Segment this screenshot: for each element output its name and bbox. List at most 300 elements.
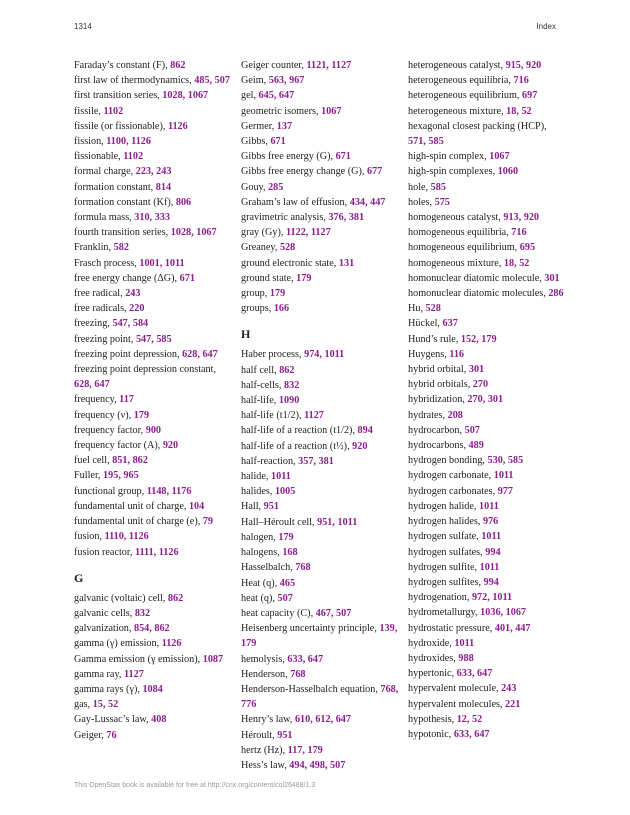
index-entry: [241, 195, 399, 210]
index-entry: [74, 484, 232, 499]
index-entry: [241, 469, 399, 484]
index-term: hydrocarbons,: [408, 440, 466, 452]
page-reference-link[interactable]: 585: [430, 181, 446, 193]
page-reference-link[interactable]: 1067: [321, 105, 342, 117]
page-reference-link[interactable]: 465: [279, 577, 296, 589]
index-entry: [408, 119, 566, 149]
index-entry: [408, 164, 566, 179]
page-reference-link[interactable]: 851, 862: [112, 455, 148, 467]
index-term: halide,: [241, 471, 269, 483]
index-term: homogeneous equilibria,: [408, 227, 509, 239]
page-reference-link[interactable]: 1111, 1126: [134, 546, 179, 558]
index-entry: [408, 590, 566, 605]
page-reference-link[interactable]: 977: [497, 485, 513, 497]
page-reference-link[interactable]: 195, 965: [103, 470, 139, 482]
page-reference-link[interactable]: 12, 52: [456, 713, 483, 725]
page-reference-link[interactable]: 166: [273, 303, 290, 315]
page-reference-link[interactable]: 832: [284, 379, 300, 391]
index-term: half-life of a reaction (t½),: [241, 440, 350, 452]
page-reference-link[interactable]: 1005: [274, 486, 296, 498]
page-reference-link[interactable]: 575: [434, 196, 450, 208]
index-term: Haber process,: [241, 349, 302, 361]
index-term: hydrogen sulfites,: [408, 576, 481, 588]
index-entry: [74, 438, 232, 453]
page-reference-link[interactable]: 1011: [479, 561, 500, 573]
section-heading: H: [241, 327, 251, 342]
page-reference-link[interactable]: 1102: [103, 105, 124, 117]
index-entry: [74, 301, 232, 316]
index-term: gamma ray,: [74, 668, 122, 680]
index-term: fusion,: [74, 531, 103, 543]
index-entry: [74, 667, 232, 682]
index-term: free energy change (ΔG),: [74, 272, 178, 284]
index-term: gas,: [74, 699, 91, 711]
page-reference-link[interactable]: 528: [425, 303, 441, 315]
index-term: Huygens,: [408, 348, 447, 360]
index-entry: [241, 621, 399, 651]
index-entry: [241, 210, 399, 225]
index-term: Frasch process,: [74, 257, 137, 269]
index-entry: [241, 591, 399, 606]
index-term: Gay-Lussac’s law,: [74, 714, 149, 726]
page-reference-link[interactable]: 974, 1011: [304, 349, 345, 361]
page-reference-link[interactable]: 994: [485, 546, 501, 558]
index-entry: [74, 316, 232, 331]
index-term: hydrogen carbonates,: [408, 485, 496, 497]
index-entry: [241, 712, 399, 727]
index-term: functional group,: [74, 485, 145, 497]
index-term: Gibbs free energy change (G),: [241, 166, 365, 178]
page-reference-link[interactable]: 768: [295, 562, 311, 574]
page-reference-link[interactable]: 223, 243: [135, 166, 172, 178]
index-term: fissionable,: [74, 151, 121, 163]
index-term: hydroxide,: [408, 637, 452, 649]
index-term: galvanic cells,: [74, 607, 133, 619]
index-term: freezing point depression constant,: [74, 364, 217, 376]
index-term: formation constant,: [74, 181, 154, 193]
section-heading: G: [74, 570, 84, 585]
index-entry: [74, 119, 232, 134]
page-reference-link[interactable]: 976: [482, 516, 499, 528]
index-entry: [241, 363, 399, 378]
page-reference-link[interactable]: 104: [188, 500, 205, 512]
index-entry: [241, 484, 399, 499]
index-entry: [241, 286, 399, 301]
page-reference-link[interactable]: 633, 647: [287, 653, 324, 665]
page-reference-link[interactable]: 485, 507: [194, 75, 230, 87]
page-reference-link[interactable]: 1126: [161, 638, 182, 650]
index-term: hydrogen halide,: [408, 500, 477, 512]
index-term: half-cells,: [241, 379, 282, 391]
index-term: formation constant (Kf),: [74, 196, 174, 208]
index-term: hypotonic,: [408, 728, 452, 740]
index-entry: [241, 119, 399, 134]
index-term: first transition series,: [74, 90, 160, 102]
page-reference-link[interactable]: 994: [483, 576, 499, 588]
index-entry: [408, 73, 566, 88]
page-reference-link[interactable]: 270: [472, 379, 489, 391]
index-entry: [241, 256, 399, 271]
index-term: Gamma emission (γ emission),: [74, 653, 201, 665]
page-reference-link[interactable]: 408: [151, 714, 167, 726]
page-reference-link[interactable]: 179: [278, 531, 294, 543]
index-entry: [74, 652, 232, 667]
footer-note: This OpenStax book is available for free at http://cnx.org/content/col26488/1.3: [74, 782, 316, 789]
index-entry: [74, 697, 232, 712]
index-entry: [241, 225, 399, 240]
index-term: Fuller,: [74, 470, 101, 482]
page-reference-link[interactable]: 915, 920: [505, 60, 542, 71]
index-entry: [408, 256, 566, 271]
page-reference-link[interactable]: 286: [548, 288, 564, 300]
index-column-1: [74, 58, 232, 743]
page-reference-link[interactable]: 1122, 1127: [285, 227, 331, 239]
page-reference-link[interactable]: 1126: [167, 120, 188, 132]
index-entry: [408, 180, 566, 195]
page-reference-link[interactable]: 137: [276, 120, 293, 132]
page-reference-link[interactable]: 610, 612, 647: [294, 714, 351, 726]
page-reference-link[interactable]: 768: [290, 668, 306, 680]
index-entry: [241, 393, 399, 408]
index-term: halides,: [241, 486, 273, 498]
index-entry: [74, 271, 232, 286]
page-reference-link[interactable]: 972, 1011: [471, 592, 513, 604]
index-column-3: [408, 58, 566, 742]
page-reference-link[interactable]: 716: [513, 75, 529, 87]
index-entry: [74, 210, 232, 225]
page-reference-link[interactable]: 301: [468, 364, 485, 376]
page-reference-link[interactable]: 79: [202, 516, 213, 528]
index-entry: [408, 453, 566, 468]
index-entry: [74, 88, 232, 103]
index-term: Germer,: [241, 120, 275, 132]
page-reference-link[interactable]: 547, 584: [112, 318, 149, 330]
index-entry: [241, 347, 399, 362]
page-reference-link[interactable]: 951: [277, 729, 293, 741]
index-entry: [74, 392, 232, 407]
page-reference-link[interactable]: 814: [155, 181, 172, 193]
index-term: halogen,: [241, 531, 276, 543]
page-reference-link[interactable]: 894: [357, 425, 373, 437]
index-term: half-life (t1/2),: [241, 410, 302, 422]
index-entry: [241, 408, 399, 423]
page-reference-link[interactable]: 76: [106, 729, 117, 741]
page-reference-link[interactable]: 18, 52: [503, 257, 530, 269]
index-term: gamma (γ) emission,: [74, 638, 160, 650]
page-reference-link[interactable]: 671: [335, 151, 351, 163]
index-term: Hasselbalch,: [241, 562, 293, 574]
index-entry: [241, 423, 399, 438]
index-entry: [241, 73, 399, 88]
index-term: fissile,: [74, 105, 101, 117]
index-term: hypertonic,: [408, 668, 455, 680]
page-reference-link[interactable]: 243: [501, 683, 517, 695]
index-term: homogeneous catalyst,: [408, 212, 501, 224]
index-entry: [241, 439, 399, 454]
page-reference-link[interactable]: 563, 967: [268, 75, 305, 87]
page-reference-link[interactable]: 1087: [202, 653, 224, 665]
page-reference-link[interactable]: 862: [167, 592, 184, 604]
index-term: gamma rays (γ),: [74, 683, 140, 695]
index-entry: [408, 697, 566, 712]
page-reference-link[interactable]: 988: [458, 652, 474, 664]
index-entry: [408, 332, 566, 347]
page-reference-link[interactable]: 168: [282, 547, 298, 559]
index-term: hydrocarbon,: [408, 424, 463, 436]
page-reference-link[interactable]: 1011: [454, 637, 475, 649]
index-entry: [74, 347, 232, 362]
index-term: hydrogen sulfate,: [408, 531, 479, 543]
page-reference-link[interactable]: 633, 647: [456, 668, 493, 680]
index-entry: [408, 210, 566, 225]
index-entry: [408, 286, 566, 301]
page-reference-link[interactable]: 152, 179: [460, 333, 497, 345]
index-term: first law of thermodynamics,: [74, 75, 192, 87]
index-entry: [408, 195, 566, 210]
page-reference-link[interactable]: 1090: [278, 395, 300, 407]
index-term: frequency (ν),: [74, 409, 132, 421]
index-entry: [408, 605, 566, 620]
page-reference-link[interactable]: 117: [119, 394, 134, 406]
index-term: holes,: [408, 196, 433, 208]
index-term: freezing,: [74, 318, 110, 330]
index-term: frequency,: [74, 394, 117, 406]
page-reference-link[interactable]: 117, 179: [287, 744, 323, 756]
page-reference-link[interactable]: 1011: [479, 500, 499, 512]
index-entry: [408, 621, 566, 636]
index-term: freezing point,: [74, 333, 134, 345]
page-reference-link[interactable]: 179: [269, 288, 286, 300]
index-entry: [408, 727, 566, 742]
page-reference-link[interactable]: 131: [338, 257, 355, 269]
page-reference-link[interactable]: 633, 647: [453, 728, 490, 740]
page-reference-link[interactable]: 1102: [123, 151, 144, 163]
page-reference-link[interactable]: 530, 585: [487, 455, 524, 467]
index-term: heterogeneous mixture,: [408, 105, 504, 117]
index-term: hydroxides,: [408, 652, 456, 664]
index-term: hydrogen sulfates,: [408, 546, 483, 558]
page-reference-link[interactable]: 434, 447: [349, 196, 386, 208]
page-reference-link[interactable]: 645, 647: [258, 90, 295, 102]
index-term: high-spin complex,: [408, 151, 487, 163]
index-entry: [241, 149, 399, 164]
index-entry: [408, 362, 566, 377]
index-entry: [408, 545, 566, 560]
page-reference-link[interactable]: 1001, 1011: [139, 257, 185, 269]
page-reference-link[interactable]: 571, 585: [408, 136, 444, 148]
page-reference-link[interactable]: 913, 920: [503, 212, 539, 224]
page-reference-link[interactable]: 716: [511, 227, 527, 239]
page-reference-link[interactable]: 677: [366, 166, 383, 178]
index-entry: [241, 576, 399, 591]
index-entry: [408, 468, 566, 483]
index-entry: [74, 591, 232, 606]
index-term: Hund’s rule,: [408, 333, 459, 345]
index-term: heterogeneous equilibria,: [408, 75, 511, 87]
page-reference-link[interactable]: 208: [447, 409, 463, 421]
page-reference-link[interactable]: 1121, 1127: [306, 60, 352, 71]
index-term: hydrogen bonding,: [408, 455, 485, 467]
index-term: gray (Gy),: [241, 227, 284, 239]
index-entry: [241, 606, 399, 621]
index-term: gel,: [241, 90, 256, 102]
page-reference-link[interactable]: 179: [133, 409, 150, 421]
index-entry: [74, 164, 232, 179]
index-entry: [241, 301, 399, 316]
page-reference-link[interactable]: 628, 647: [74, 379, 110, 391]
page-reference-link[interactable]: 862: [170, 60, 186, 71]
index-entry: [241, 682, 399, 712]
page-reference-link[interactable]: 220: [129, 303, 145, 315]
index-term: fourth transition series,: [74, 227, 169, 239]
index-term: half cell,: [241, 364, 277, 376]
page-reference-link[interactable]: 671: [179, 272, 195, 284]
index-term: hybrid orbitals,: [408, 379, 471, 391]
page-reference-link[interactable]: 806: [175, 196, 192, 208]
index-entry: [74, 240, 232, 255]
page-reference-link[interactable]: 376, 381: [328, 212, 365, 224]
page-reference-link[interactable]: 1011: [493, 470, 514, 482]
index-entry: [74, 499, 232, 514]
index-term: Hückel,: [408, 318, 440, 330]
index-entry: [74, 286, 232, 301]
index-term: hypervalent molecule,: [408, 683, 499, 695]
page-reference-link[interactable]: 862: [279, 364, 295, 376]
index-term: hydrogenation,: [408, 592, 470, 604]
index-entry: [408, 58, 566, 73]
page-reference-link[interactable]: 628, 647: [182, 348, 218, 360]
index-term: half-reaction,: [241, 455, 296, 467]
index-entry: [408, 408, 566, 423]
index-term: hydrogen halides,: [408, 516, 481, 528]
page-reference-link[interactable]: 1127: [123, 668, 144, 680]
page-reference-link[interactable]: 528: [279, 242, 296, 254]
page-reference-link[interactable]: 832: [134, 607, 151, 619]
page-reference-link[interactable]: 547, 585: [135, 333, 172, 345]
page-reference-link[interactable]: 951: [263, 501, 279, 513]
page-reference-link[interactable]: 695: [519, 242, 536, 254]
index-entry: [241, 180, 399, 195]
page-reference-link[interactable]: 221: [505, 698, 521, 710]
page-reference-link[interactable]: 116: [449, 348, 465, 360]
page-reference-link[interactable]: 1148, 1176: [146, 485, 192, 497]
page-reference-link[interactable]: 401, 447: [494, 622, 531, 634]
page-reference-link[interactable]: 489: [468, 440, 484, 452]
index-term: Hall,: [241, 501, 262, 513]
page-reference-link[interactable]: 920: [352, 440, 368, 452]
index-term: Franklin,: [74, 242, 112, 254]
page-reference-link[interactable]: 467, 507: [315, 607, 352, 619]
index-entry: [74, 682, 232, 697]
page-reference-link[interactable]: 951, 1011: [317, 516, 358, 528]
page-reference-link[interactable]: 494, 498, 507: [289, 759, 346, 771]
page-reference-link[interactable]: 18, 52: [506, 105, 532, 117]
index-term: ground electronic state,: [241, 257, 337, 269]
index-term: galvanic (voltaic) cell,: [74, 592, 166, 604]
index-entry: [241, 88, 399, 103]
index-term: hemolysis,: [241, 653, 285, 665]
page-reference-link[interactable]: 1028, 1067: [170, 227, 217, 239]
page-reference-link[interactable]: 1110, 1126: [104, 531, 149, 543]
index-term: hydrogen carbonate,: [408, 470, 492, 482]
page-reference-link[interactable]: 671: [270, 136, 286, 148]
index-entry: [241, 530, 399, 545]
index-entry: [408, 560, 566, 575]
page-reference-link[interactable]: 243: [125, 288, 141, 300]
index-entry: [241, 271, 399, 286]
index-entry: [408, 438, 566, 453]
index-entry: [408, 484, 566, 499]
index-term: homogeneous mixture,: [408, 257, 502, 269]
page-reference-link[interactable]: 768, 776: [241, 683, 399, 711]
page-reference-link[interactable]: 637: [442, 318, 458, 330]
page-reference-link[interactable]: 139, 179: [241, 623, 398, 650]
index-term: Geiger,: [74, 729, 104, 741]
index-term: half-life of a reaction (t1/2),: [241, 425, 355, 437]
index-term: Hall–Héroult cell,: [241, 516, 315, 528]
page-reference-link[interactable]: 310, 333: [134, 212, 170, 224]
page-reference-link[interactable]: 1067: [489, 151, 510, 163]
page-reference-link[interactable]: 1011: [481, 531, 502, 543]
page-reference-link[interactable]: 270, 301: [467, 394, 504, 406]
page-reference-link[interactable]: 357, 381: [298, 455, 334, 467]
index-term: Heisenberg uncertainty principle,: [241, 623, 377, 635]
page-reference-link[interactable]: 1011: [271, 471, 291, 483]
page-reference-link[interactable]: 301: [544, 272, 560, 284]
index-entry: [241, 758, 399, 773]
index-term: free radical,: [74, 288, 123, 300]
page-reference-link[interactable]: 900: [145, 424, 161, 436]
page-reference-link[interactable]: 179: [296, 272, 312, 284]
index-entry: [241, 58, 399, 73]
page-reference-link[interactable]: 854, 862: [133, 623, 170, 635]
index-entry: [408, 712, 566, 727]
index-entry: [408, 240, 566, 255]
page-reference-link[interactable]: 1100, 1126: [106, 136, 151, 148]
index-entry: [74, 195, 232, 210]
index-entry: [241, 164, 399, 179]
index-term: fission,: [74, 136, 104, 148]
index-entry: [408, 316, 566, 331]
index-term: hydrometallurgy,: [408, 607, 478, 619]
index-term: heat capacity (C),: [241, 607, 314, 619]
page-reference-link[interactable]: 507: [277, 592, 293, 604]
page-reference-link[interactable]: 697: [522, 90, 538, 102]
page-reference-link[interactable]: 1028, 1067: [162, 90, 209, 102]
index-entry: [408, 392, 566, 407]
page-reference-link[interactable]: 1084: [142, 683, 163, 695]
index-term: gravimetric analysis,: [241, 212, 326, 224]
page-reference-link[interactable]: 285: [268, 181, 284, 193]
index-entry: [408, 514, 566, 529]
index-entry: [74, 149, 232, 164]
index-entry: [241, 560, 399, 575]
index-entry: [74, 453, 232, 468]
page-reference-link[interactable]: 582: [113, 242, 129, 254]
page-reference-link[interactable]: 1127: [304, 410, 324, 422]
page-reference-link[interactable]: 507: [464, 424, 480, 436]
page-reference-link[interactable]: 1036, 1067: [480, 607, 526, 619]
index-entry: [74, 134, 232, 149]
index-term: formal charge,: [74, 166, 134, 178]
index-term: homonuclear diatomic molecule,: [408, 272, 542, 284]
page-reference-link[interactable]: 920: [162, 440, 179, 452]
index-term: heterogeneous catalyst,: [408, 60, 504, 71]
index-entry: [408, 225, 566, 240]
page-reference-link[interactable]: 1060: [497, 166, 519, 178]
page-reference-link[interactable]: 15, 52: [92, 699, 119, 711]
index-entry: [408, 271, 566, 286]
